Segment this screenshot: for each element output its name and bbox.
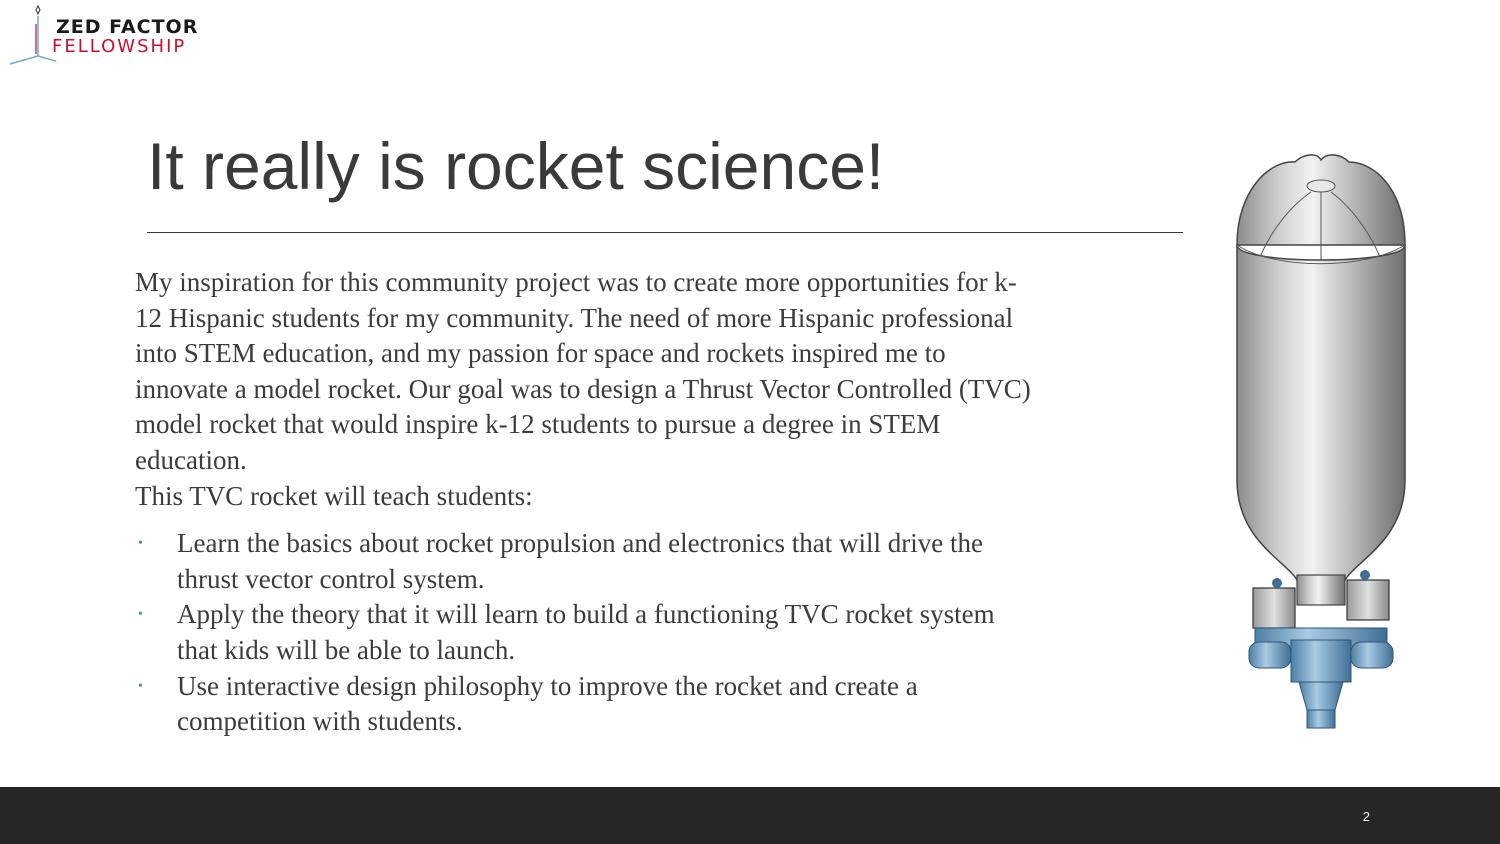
title-divider (147, 232, 1183, 233)
bullet-text: Learn the basics about rocket propulsion and electronics that will drive the thrust vector control system. (177, 528, 983, 594)
bullet-text: Use interactive design philosophy to improve the rocket and create a competition with students. (177, 670, 918, 737)
logo-rocket-icon (6, 4, 56, 68)
bullet-dot-icon: • (138, 678, 143, 694)
zed-factor-logo (6, 4, 246, 68)
slide-body (135, 265, 1035, 740)
bullet-text: Apply the theory that it will learn to build a functioning TVC rocket system that kids will be able to launch. (177, 599, 995, 665)
logo-text-line1: ZED FACTOR (56, 16, 199, 38)
bullet-item (135, 597, 1027, 668)
rocket-model-image (1215, 150, 1425, 740)
teach-intro: This TVC rocket will teach students: (135, 480, 533, 511)
bullet-dot-icon: • (138, 607, 143, 623)
bullet-list (135, 526, 1035, 740)
footer-bar (0, 787, 1500, 844)
slide-title: It really is rocket science! (147, 129, 885, 203)
intro-paragraph: My inspiration for this community project was to create more opportunities for k-12 Hispanic students for my community. The need of more Hispanic professional into STEM education, and my passion for space and rockets inspired me to innovate a model rocket. Our goal was to design a Thrust Vector Controlled (TVC) model rocket that would inspire k-12 students to pursue a degree in STEM education. (135, 267, 1031, 475)
bullet-item (135, 526, 1027, 597)
page-number: 2 (1362, 809, 1370, 824)
logo-text-line2: FELLOWSHIP (52, 36, 187, 57)
bullet-item (135, 669, 1027, 740)
bullet-dot-icon: • (138, 536, 143, 552)
